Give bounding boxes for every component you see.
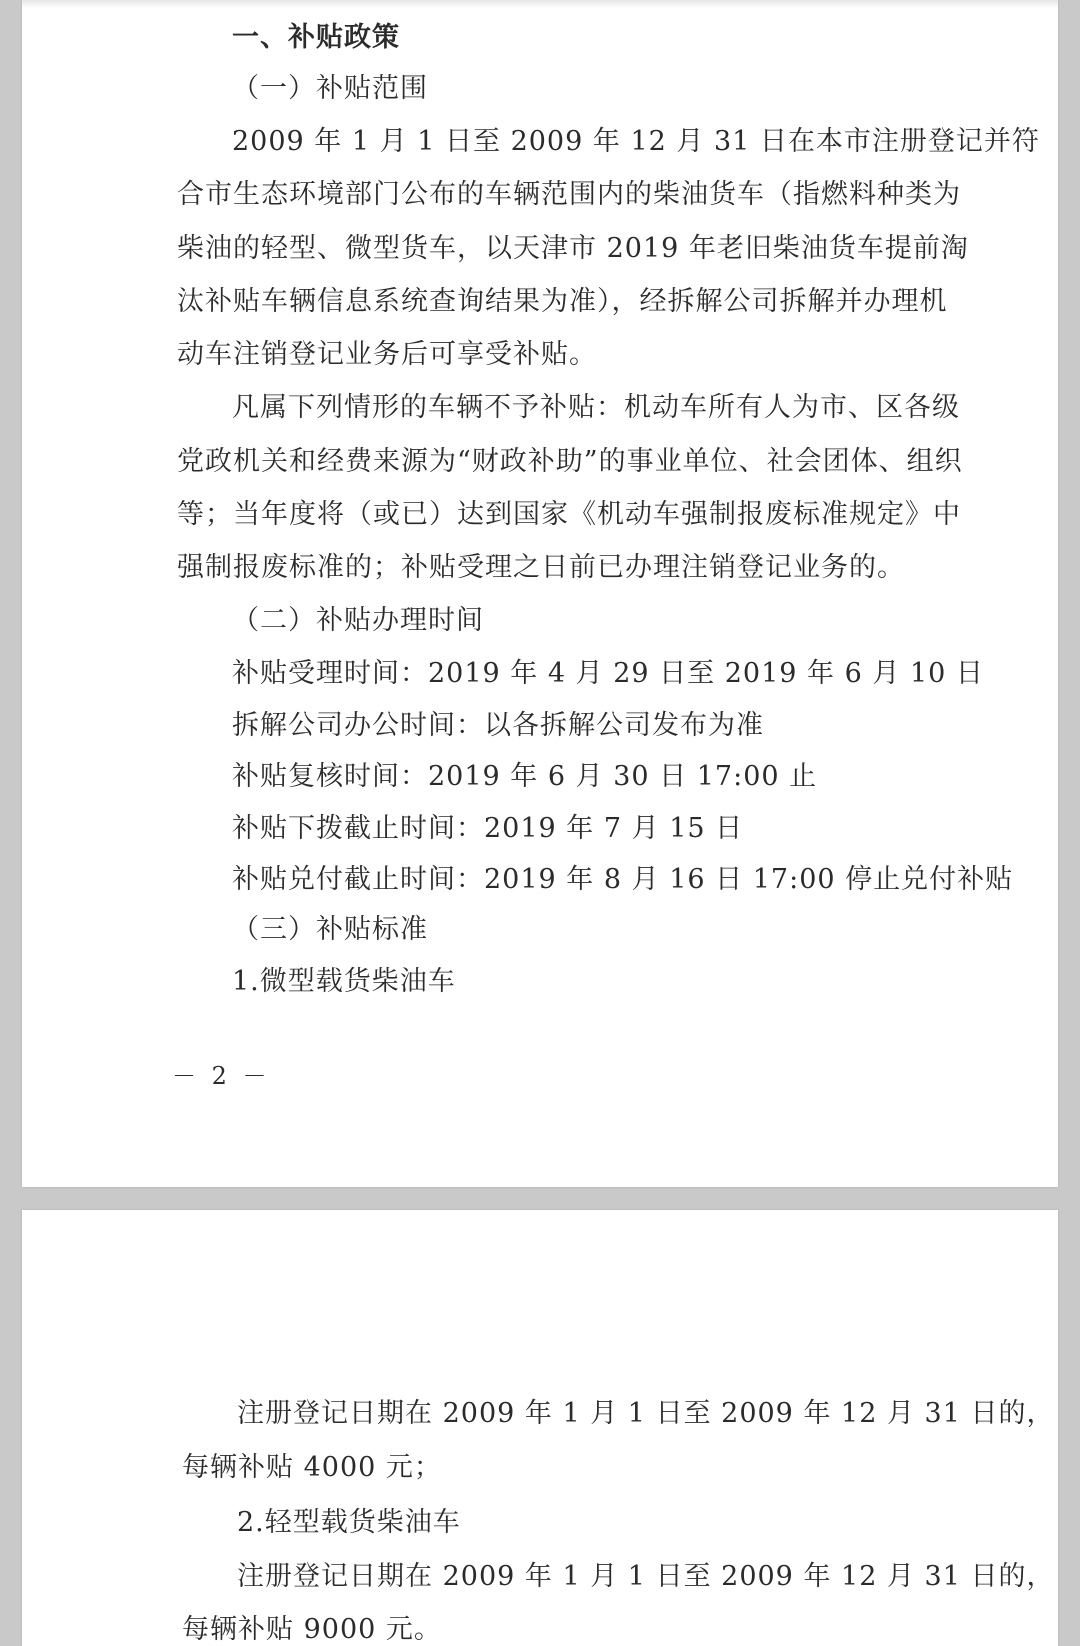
document-page-2 [22, 0, 1058, 1187]
paragraph-line: 等；当年度将（或已）达到国家《机动车强制报废标准规定》中 [177, 499, 961, 530]
paragraph-line: 柴油的轻型、微型货车，以天津市 2019 年老旧柴油货车提前淘 [177, 233, 969, 264]
paragraph-line: 凡属下列情形的车辆不予补贴：机动车所有人为市、区各级 [232, 392, 960, 423]
paragraph-line: 党政机关和经费来源为“财政补助”的事业单位、社会团体、组织 [177, 446, 963, 477]
paragraph-line: 2009 年 1 月 1 日至 2009 年 12 月 31 日在本市注册登记并符 [232, 126, 1040, 157]
subsection-title-standard: （三）补贴标准 [232, 914, 428, 945]
paragraph-line: 注册登记日期在 2009 年 1 月 1 日至 2009 年 12 月 31 日的， [237, 1398, 1055, 1429]
time-line: 补贴复核时间：2019 年 6 月 30 日 17:00 止 [232, 761, 818, 792]
paragraph-line: 动车注销登记业务后可享受补贴。 [177, 339, 597, 370]
item-title: 2.轻型载货柴油车 [237, 1507, 461, 1538]
time-line: 补贴受理时间：2019 年 4 月 29 日至 2019 年 6 月 10 日 [232, 658, 984, 689]
paragraph-line: 汰补贴车辆信息系统查询结果为准），经拆解公司拆解并办理机 [177, 286, 948, 317]
item-title: 1.微型载货柴油车 [232, 966, 456, 997]
subsection-title-scope: （一）补贴范围 [232, 73, 428, 104]
scan-shadow [22, 0, 1058, 8]
time-line: 拆解公司办公时间：以各拆解公司发布为准 [232, 710, 764, 741]
document-page-3 [22, 1210, 1058, 1646]
subsection-title-time: （二）补贴办理时间 [232, 605, 484, 636]
paragraph-line: 注册登记日期在 2009 年 1 月 1 日至 2009 年 12 月 31 日的， [237, 1561, 1055, 1592]
paragraph-line: 每辆补贴 4000 元； [182, 1452, 442, 1483]
page-number: － 2 － [172, 1062, 271, 1090]
paragraph-line: 每辆补贴 9000 元。 [182, 1614, 442, 1645]
time-line: 补贴兑付截止时间：2019 年 8 月 16 日 17:00 停止兑付补贴 [232, 864, 1014, 895]
time-line: 补贴下拨截止时间：2019 年 7 月 15 日 [232, 813, 744, 844]
paragraph-line: 强制报废标准的；补贴受理之日前已办理注销登记业务的。 [177, 552, 905, 583]
section-heading: 一、补贴政策 [232, 22, 400, 53]
paragraph-line: 合市生态环境部门公布的车辆范围内的柴油货车（指燃料种类为 [177, 179, 961, 210]
